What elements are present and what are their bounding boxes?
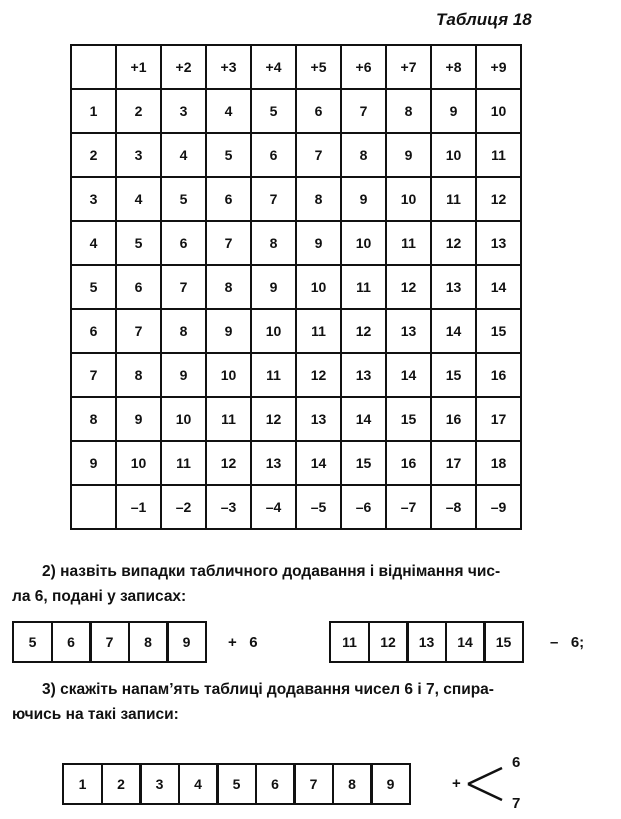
table-cell: 12	[431, 221, 476, 265]
table-cell: 13	[431, 265, 476, 309]
table-cell: 7	[116, 309, 161, 353]
table-row	[71, 133, 521, 177]
table-cell: 17	[431, 441, 476, 485]
branch-lines	[466, 764, 506, 804]
number-box: 8	[332, 763, 373, 805]
table-cell: 11	[161, 441, 206, 485]
table-cell: 4	[71, 221, 116, 265]
table-cell: 2	[71, 133, 116, 177]
table-cell: 8	[116, 353, 161, 397]
footer-row	[71, 485, 521, 529]
table-cell: +4	[251, 45, 296, 89]
table-cell: 10	[296, 265, 341, 309]
number-box: 6	[255, 763, 296, 805]
table-cell: 15	[341, 441, 386, 485]
number-box: 11	[329, 621, 370, 663]
table-cell: 8	[71, 397, 116, 441]
table-cell: 18	[476, 441, 521, 485]
table-row	[71, 89, 521, 133]
table-cell: 6	[296, 89, 341, 133]
table-cell: 16	[386, 441, 431, 485]
task3-line1: 3) скажіть напам’ять таблиці додавання чисел 6 і 7, спира-	[42, 681, 494, 698]
table-cell: 7	[341, 89, 386, 133]
table-cell: 10	[206, 353, 251, 397]
table-cell: 16	[431, 397, 476, 441]
task3-plus-sign: +	[452, 775, 461, 792]
table-cell: 4	[161, 133, 206, 177]
table-cell: –6	[341, 485, 386, 529]
table-cell: 14	[386, 353, 431, 397]
table-cell: 9	[386, 133, 431, 177]
task2-left-operation: + 6	[228, 634, 258, 651]
table-cell: 7	[251, 177, 296, 221]
table-cell: 1	[71, 89, 116, 133]
number-box: 9	[166, 621, 207, 663]
table-cell: 11	[341, 265, 386, 309]
table-cell: 13	[476, 221, 521, 265]
number-box: 7	[293, 763, 334, 805]
addition-table	[70, 44, 522, 530]
table-cell: +3	[206, 45, 251, 89]
table-cell: +9	[476, 45, 521, 89]
task2-right-operation: – 6;	[550, 634, 585, 651]
table-cell: 13	[251, 441, 296, 485]
table-cell: –4	[251, 485, 296, 529]
table-cell	[71, 45, 116, 89]
table-cell: 8	[206, 265, 251, 309]
table-cell: 14	[431, 309, 476, 353]
table-cell: 10	[431, 133, 476, 177]
table-cell: 13	[296, 397, 341, 441]
task2-right-boxes	[329, 621, 522, 663]
table-title: Таблиця 18	[436, 10, 532, 29]
table-cell: 10	[116, 441, 161, 485]
table-cell: –5	[296, 485, 341, 529]
table-cell	[71, 485, 116, 529]
task3-line2: ючись на такі записи:	[12, 706, 179, 723]
table-cell: 6	[206, 177, 251, 221]
table-cell: 6	[116, 265, 161, 309]
task3-boxes	[62, 763, 409, 805]
table-cell: 12	[296, 353, 341, 397]
table-cell: 14	[341, 397, 386, 441]
number-box: 3	[139, 763, 180, 805]
table-cell: 12	[386, 265, 431, 309]
table-cell: 15	[476, 309, 521, 353]
number-box: 9	[370, 763, 411, 805]
table-cell: 11	[476, 133, 521, 177]
number-box: 5	[12, 621, 53, 663]
number-box: 14	[445, 621, 486, 663]
number-box: 15	[483, 621, 524, 663]
table-cell: 4	[116, 177, 161, 221]
table-cell: 9	[251, 265, 296, 309]
table-cell: 8	[296, 177, 341, 221]
table-cell: –3	[206, 485, 251, 529]
table-cell: 5	[161, 177, 206, 221]
table-cell: 8	[386, 89, 431, 133]
table-row	[71, 397, 521, 441]
table-cell: 7	[206, 221, 251, 265]
table-cell: 10	[476, 89, 521, 133]
table-cell: 7	[71, 353, 116, 397]
task2-left-boxes	[12, 621, 205, 663]
table-cell: –2	[161, 485, 206, 529]
table-cell: 14	[296, 441, 341, 485]
table-cell: 12	[206, 441, 251, 485]
table-cell: 17	[476, 397, 521, 441]
table-cell: 12	[251, 397, 296, 441]
table-cell: 10	[341, 221, 386, 265]
task2-line1: 2) назвіть випадки табличного додавання і віднімання чис-	[42, 563, 501, 580]
table-cell: 8	[161, 309, 206, 353]
number-box: 6	[51, 621, 92, 663]
table-cell: 8	[341, 133, 386, 177]
table-cell: 15	[431, 353, 476, 397]
branch-bottom-value: 7	[512, 795, 521, 812]
table-cell: 9	[341, 177, 386, 221]
table-cell: 4	[206, 89, 251, 133]
table-cell: +5	[296, 45, 341, 89]
table-cell: –1	[116, 485, 161, 529]
table-cell: 15	[386, 397, 431, 441]
table-cell: 12	[476, 177, 521, 221]
number-box: 4	[178, 763, 219, 805]
number-box: 8	[128, 621, 169, 663]
task2-line2: ла 6, подані у записах:	[12, 588, 187, 605]
table-cell: 11	[251, 353, 296, 397]
table-cell: 2	[116, 89, 161, 133]
table-cell: 6	[71, 309, 116, 353]
table-cell: +1	[116, 45, 161, 89]
table-cell: 9	[116, 397, 161, 441]
table-row	[71, 265, 521, 309]
table-cell: 14	[476, 265, 521, 309]
table-cell: +7	[386, 45, 431, 89]
table-cell: 3	[71, 177, 116, 221]
table-cell: –8	[431, 485, 476, 529]
table-row	[71, 441, 521, 485]
number-box: 13	[406, 621, 447, 663]
header-row	[71, 45, 521, 89]
table-row	[71, 221, 521, 265]
table-cell: +6	[341, 45, 386, 89]
table-cell: 12	[341, 309, 386, 353]
branch-top-value: 6	[512, 754, 521, 771]
table-cell: 6	[251, 133, 296, 177]
table-cell: 13	[386, 309, 431, 353]
table-cell: 8	[251, 221, 296, 265]
table-cell: 3	[161, 89, 206, 133]
table-cell: –9	[476, 485, 521, 529]
table-cell: 13	[341, 353, 386, 397]
table-cell: 3	[116, 133, 161, 177]
number-box: 1	[62, 763, 103, 805]
table-cell: 7	[296, 133, 341, 177]
table-cell: +2	[161, 45, 206, 89]
table-cell: 16	[476, 353, 521, 397]
table-cell: –7	[386, 485, 431, 529]
number-box: 12	[368, 621, 409, 663]
table-cell: 9	[206, 309, 251, 353]
number-box: 7	[89, 621, 130, 663]
table-cell: 5	[71, 265, 116, 309]
table-cell: 10	[251, 309, 296, 353]
table-cell: 7	[161, 265, 206, 309]
table-cell: 5	[206, 133, 251, 177]
number-box: 2	[101, 763, 142, 805]
table-cell: 11	[296, 309, 341, 353]
table-cell: 6	[161, 221, 206, 265]
table-cell: 9	[71, 441, 116, 485]
table-cell: 9	[296, 221, 341, 265]
table-row	[71, 309, 521, 353]
table-cell: 9	[161, 353, 206, 397]
number-box: 5	[216, 763, 257, 805]
table-cell: +8	[431, 45, 476, 89]
table-cell: 5	[251, 89, 296, 133]
table-row	[71, 177, 521, 221]
table-cell: 11	[386, 221, 431, 265]
table-cell: 5	[116, 221, 161, 265]
table-cell: 11	[206, 397, 251, 441]
table-cell: 10	[386, 177, 431, 221]
table-cell: 10	[161, 397, 206, 441]
table-cell: 9	[431, 89, 476, 133]
table-row	[71, 353, 521, 397]
table-cell: 11	[431, 177, 476, 221]
